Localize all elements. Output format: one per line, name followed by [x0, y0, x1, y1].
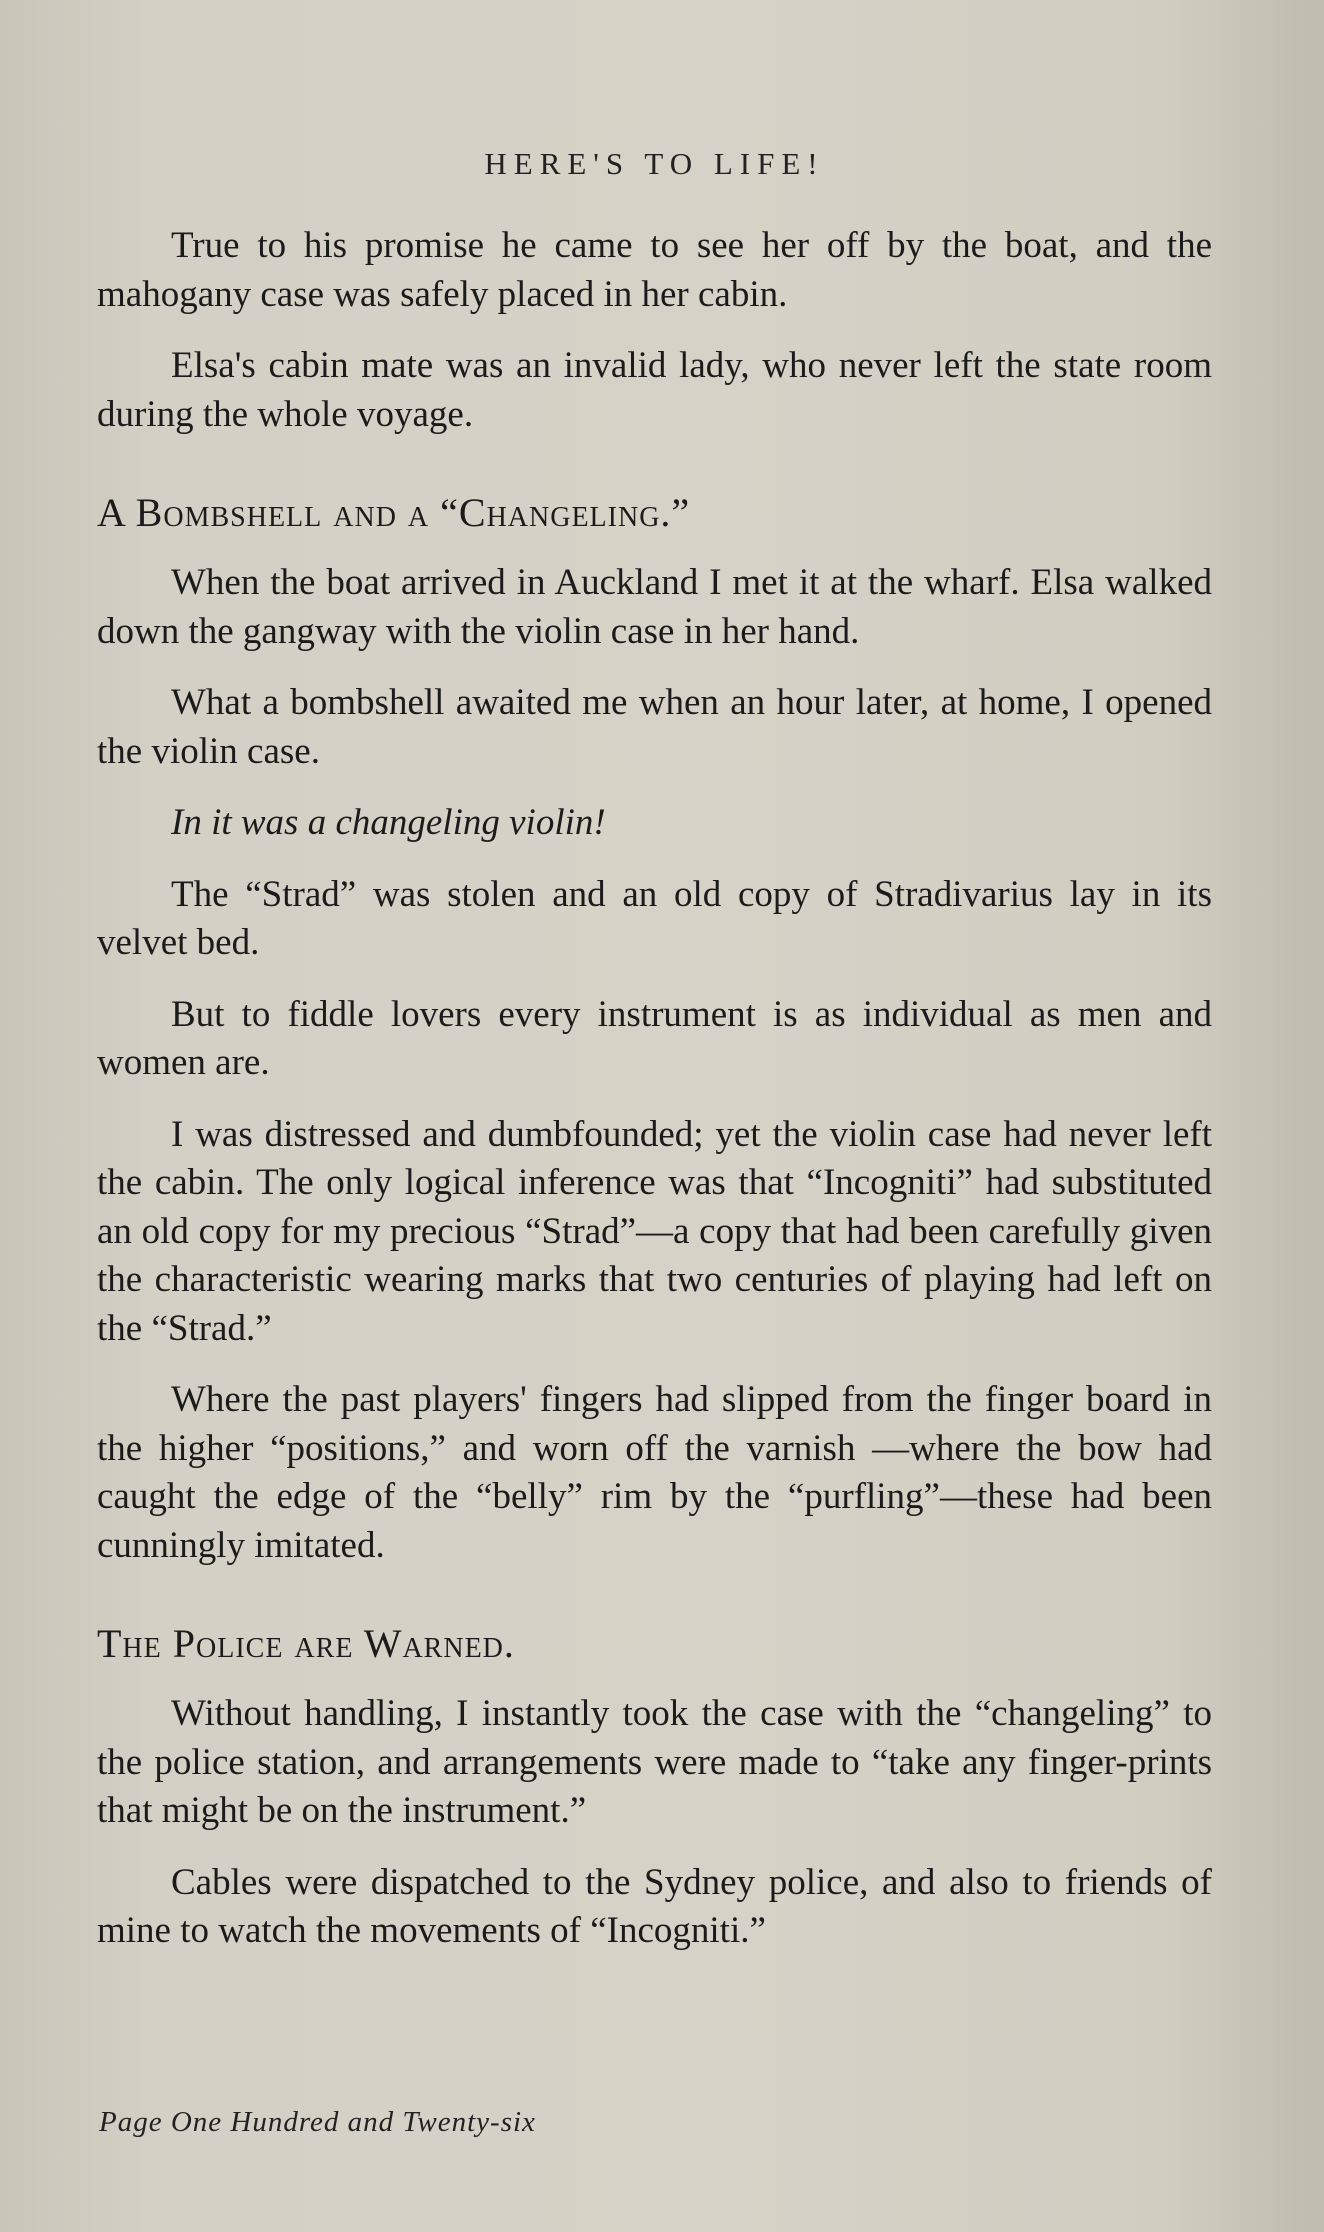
- section-heading: The Police are Warned.: [97, 1621, 515, 1666]
- running-head: HERE'S TO LIFE!: [484, 146, 825, 181]
- paragraph: The “Strad” was stolen and an old copy of Stradivarius lay in its velvet bed.: [97, 873, 1212, 963]
- paragraph: True to his promise he came to see her off by the boat, and the mahogany case was safely placed in her cabin.: [97, 225, 1212, 315]
- section-heading: A Bombshell and a “Changeling.”: [97, 490, 691, 535]
- paragraph: Elsa's cabin mate was an invalid lady, who never left the state room during the whole voyage.: [97, 345, 1212, 435]
- paragraph: But to fiddle lovers every instrument is as individual as men and women are.: [97, 993, 1212, 1083]
- book-page: [97, 0, 1212, 2232]
- paragraph: Without handling, I instantly took the case with the “changeling” to the police station, and arrangements were made to “take any finger-prints that might be on the instrument.”: [97, 1693, 1212, 1831]
- paragraph: What a bombshell awaited me when an hour later, at home, I opened the violin case.: [97, 682, 1212, 772]
- page-folio: Page One Hundred and Twenty-six: [99, 2106, 536, 2138]
- paragraph: Cables were dispatched to the Sydney police, and also to friends of mine to watch the movements of “Incogniti.”: [97, 1861, 1212, 1951]
- italic-paragraph: In it was a changeling violin!: [171, 802, 606, 843]
- paragraph: I was distressed and dumbfounded; yet the violin case had never left the cabin. The only logical inference was that “Incogniti” had substituted an old copy for my precious “Strad”—a copy that had been carefully given the characteristic wearing marks that two centuries of playing had left on the “Strad.”: [97, 1113, 1212, 1349]
- body-text: [97, 222, 1212, 1979]
- paragraph: Where the past players' fingers had slipped from the finger board in the higher “positions,” and worn off the varnish —where the bow had caught the edge of the “belly” rim by the “purfling”—these had been cunningly imitated.: [97, 1379, 1212, 1566]
- paragraph: When the boat arrived in Auckland I met it at the wharf. Elsa walked down the gangway with the violin case in her hand.: [97, 562, 1212, 652]
